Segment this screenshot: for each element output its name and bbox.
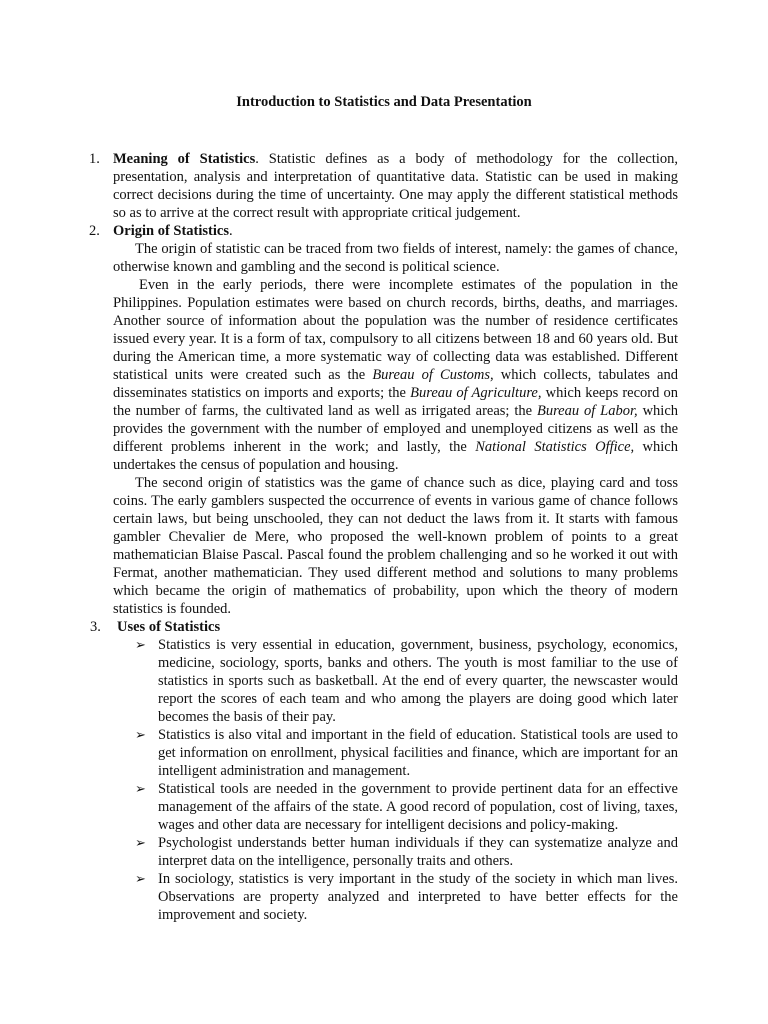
numbered-list — [89, 150, 679, 924]
bullet-text: Statistics is very essential in education, government, business, psychology, economics, medicine, sociology, sports, banks and others. The youth is most familiar to the use of statistics in sports such as basketball. At the end of every quarter, the newscaster would report the scores of each team and who among the players are doing good which later becomes the basis of their pay. — [158, 637, 678, 725]
bureau-of-agriculture: Bureau of Agriculture, — [410, 385, 542, 401]
section-uses-of-statistics — [90, 618, 678, 924]
bullet-text: Statistics is also vital and important in the field of education. Statistical tools are used to get information on enrollment, physical facilities and finance, which are important for an intelligent administration and management. — [158, 727, 678, 779]
section-text: . Statistic defines as a body of methodology for the collection, presentation, analysis and interpretation of quantitative data. Statistic can be used in making correct decisions during the time of uncertainty. One may apply the different statistical methods so as to arrive at the correct result with appropriate critical judgement. — [113, 151, 678, 221]
section-heading-line — [113, 618, 678, 636]
section-paragraph — [113, 150, 678, 222]
section-number: 3. — [90, 619, 101, 635]
paragraph-text: which keeps record on the number of farms, the cultivated land as well as irrigated areas; the — [113, 385, 678, 419]
paragraph-text: which collects, tabulates and disseminates statistics on imports and exports; the — [113, 367, 678, 401]
paragraph-text: which undertakes the census of population and housing. — [113, 439, 678, 473]
list-item — [135, 870, 678, 924]
uses-bullet-list — [135, 636, 678, 924]
national-statistics-office: National Statistics Office, — [475, 439, 635, 455]
section-number: 2. — [89, 223, 100, 239]
arrow-bullet-icon: ➢ — [135, 727, 146, 742]
bullet-text: Psychologist understands better human individuals if they can systematize analyze and interpret data on the intelligence, personally traits and others. — [158, 835, 678, 869]
section-origin-of-statistics — [89, 222, 679, 618]
bullet-text: Statistical tools are needed in the government to provide pertinent data for an effective management of the affairs of the state. A good record of population, cost of living, taxes, wages and other data are necessary for intelligent decisions and policy-making. — [158, 781, 678, 833]
arrow-bullet-icon: ➢ — [135, 781, 146, 796]
list-item — [135, 834, 678, 870]
arrow-bullet-icon: ➢ — [135, 871, 146, 886]
document-title: Introduction to Statistics and Data Presentation — [236, 94, 532, 110]
origin-paragraph-3: The second origin of statistics was the game of chance such as dice, playing card and toss coins. The early gamblers suspected the occurrence of events in various game of chance follows certain laws, but being unschooled, they can not deduct the laws from it. It starts with famous gambler Chevalier de Mere, who proposed the well-known problem of points to a great mathematician Blaise Pascal. Pascal found the problem challenging and so he worked it out with Fermat, another mathematician. They used different method and solutions to many problems which became the origin of mathematics of probability, upon which the theory of modern statistics is founded. — [113, 475, 678, 617]
section-heading: Meaning of Statistics — [113, 151, 256, 167]
section-heading-line — [113, 222, 678, 240]
paragraph-text: Even in the early periods, there were incomplete estimates of the population in the Philippines. Population estimates were based on church records, births, deaths, and marriages. Another source of information about the population was the number of residence certificates issued every year. It is a form of tax, compulsory to all citizens between 18 and 60 years old. But during the American time, a more systematic way of collecting data was established. Different statistical units were created such as the — [113, 277, 678, 383]
bureau-of-customs: Bureau of Customs, — [372, 367, 494, 383]
paragraph-text: which provides the government with the number of employed and unemployed citizens as well as the different problems inherent in the work; and lastly, the — [113, 403, 679, 455]
origin-paragraph-1: The origin of statistic can be traced from two fields of interest, namely: the games of chance, otherwise known and gambling and the second is political science. — [113, 241, 678, 275]
bullet-text: In sociology, statistics is very important in the study of the society in which man lives. Observations are property analyzed and interpreted to have better effects for the improvement and society. — [158, 871, 678, 923]
section-meaning-of-statistics — [89, 150, 678, 222]
section-heading-suffix: . — [229, 223, 233, 239]
section-heading: Origin of Statistics — [113, 223, 229, 239]
section-heading: Uses of Statistics — [117, 619, 221, 635]
list-item — [135, 636, 678, 726]
origin-paragraph-2 — [113, 276, 678, 474]
section-number: 1. — [89, 151, 100, 167]
list-item — [135, 726, 678, 780]
bureau-of-labor: Bureau of Labor, — [536, 403, 638, 419]
list-item — [135, 780, 678, 834]
arrow-bullet-icon: ➢ — [135, 637, 146, 652]
arrow-bullet-icon: ➢ — [135, 835, 146, 850]
